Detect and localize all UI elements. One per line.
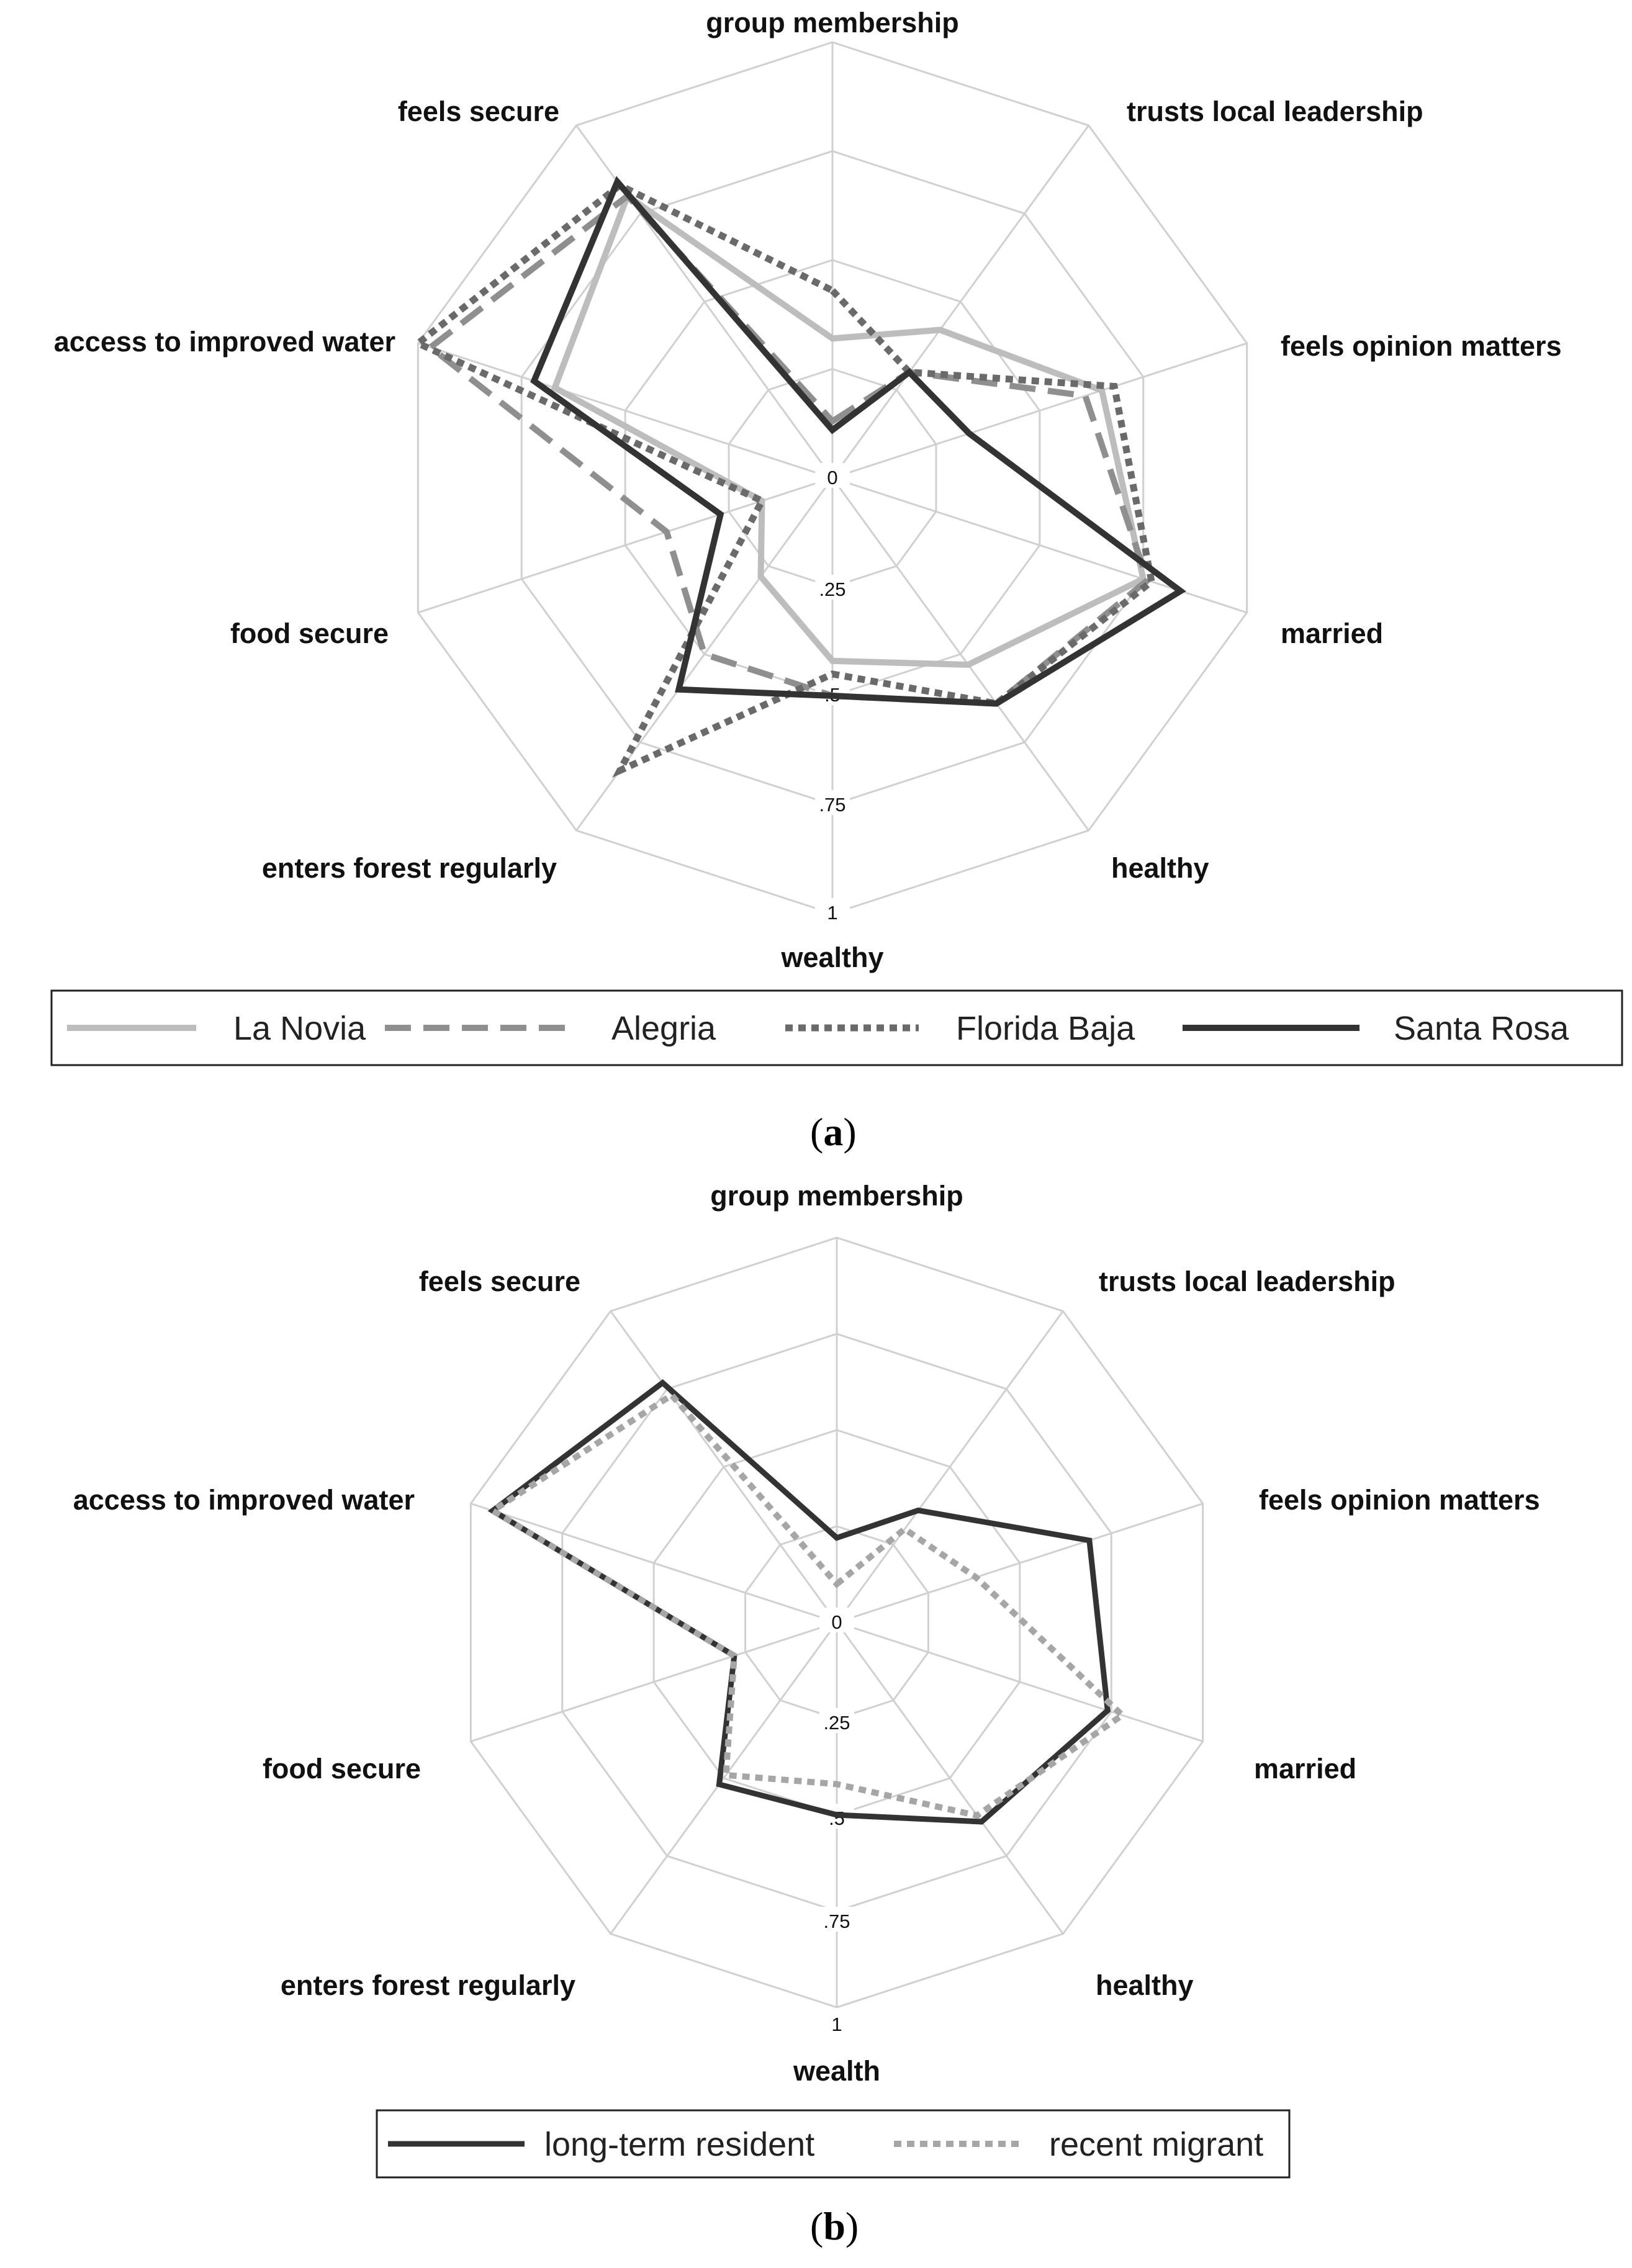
legend-label: long-term resident [544,2126,815,2163]
axis-label: food secure [262,1753,421,1784]
axis-label: married [1281,618,1384,649]
grid-spoke [832,478,1089,830]
legend-label: recent migrant [1049,2126,1264,2163]
axis-label: healthy [1111,852,1209,884]
legend [377,2110,1289,2177]
legend-label: Florida Baja [956,1010,1135,1047]
tick-label: .5 [824,684,841,706]
axis-label: feels opinion matters [1281,330,1562,362]
grid-spoke [837,1311,1063,1622]
grid-spoke [576,125,832,478]
axis-label: group membership [706,7,959,38]
radar-chart-a [52,7,1622,1154]
axis-label: trusts local leadership [1099,1266,1395,1297]
tick-label: 0 [831,1611,842,1633]
axis-label: wealthy [781,942,884,973]
tick-label: .25 [819,578,846,600]
axis-label: access to improved water [53,326,395,358]
grid-spoke [611,1311,837,1622]
axis-label: feels opinion matters [1259,1484,1540,1516]
panel-caption: (b) [810,2204,859,2248]
series-recent-migrant [493,1395,1122,1816]
axis-label: food secure [230,618,389,649]
axis-label: enters forest regularly [261,852,557,884]
axis-label: healthy [1096,1969,1194,2001]
grid-spoke [611,1622,837,1934]
legend-label: Alegria [611,1010,716,1047]
legend-label: La Novia [233,1010,366,1047]
tick-label: 1 [827,902,838,924]
radar-chart-b [73,1180,1540,2248]
legend-label: Santa Rosa [1394,1010,1569,1047]
axis-label: enters forest regularly [280,1969,575,2001]
axis-label: access to improved water [73,1484,415,1516]
legend [52,991,1622,1065]
tick-label: .75 [823,1910,850,1932]
axis-label: feels secure [397,96,559,127]
tick-label: .25 [823,1712,850,1734]
tick-label: 0 [827,467,838,488]
axis-label: group membership [710,1180,963,1212]
axis-label: trusts local leadership [1127,96,1423,127]
axis-label: feels secure [418,1266,580,1297]
tick-label: .5 [829,1807,845,1829]
tick-label: 1 [831,2014,842,2035]
axis-label: married [1254,1753,1357,1784]
grid-spoke [576,478,832,830]
panel-caption: (a) [810,1110,857,1154]
tick-label: .75 [819,794,846,816]
axis-label: wealth [793,2055,881,2087]
